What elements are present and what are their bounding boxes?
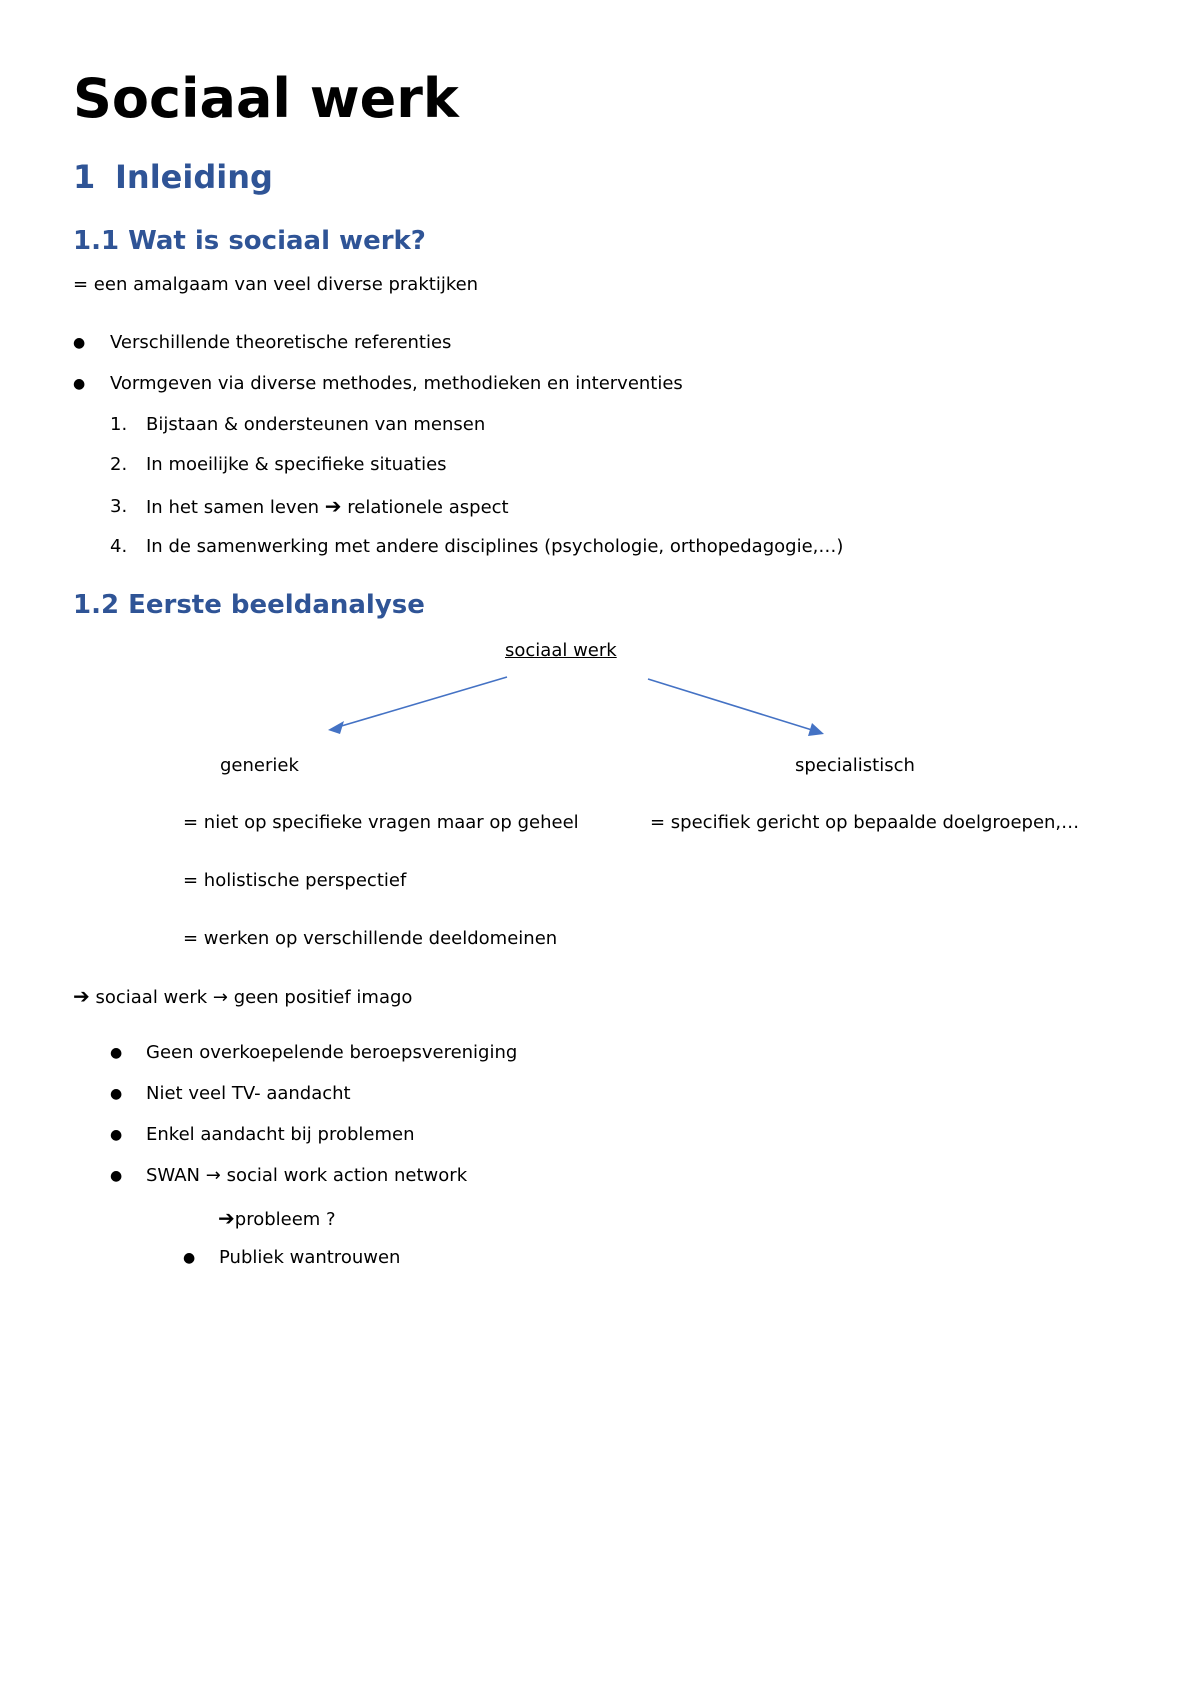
problem-text: probleem ? (234, 1209, 336, 1230)
list-number: 3. (110, 496, 128, 517)
left-note: = holistische perspectief (183, 870, 407, 891)
list-item: In moeilijke & specifieke situaties (146, 454, 447, 475)
list-number: 1. (110, 414, 128, 435)
left-arrow-head (328, 721, 344, 734)
right-arrow-icon: ➔ (73, 984, 90, 1008)
left-note: = werken op verschillende deeldomeinen (183, 928, 558, 949)
bullet-icon: ● (110, 1127, 123, 1143)
document-title: Sociaal werk (73, 67, 459, 130)
line-text: sociaal werk (89, 987, 213, 1008)
right-note: = specifiek gericht op bepaalde doelgroepen,… (650, 812, 1080, 833)
list-item: Bijstaan & ondersteunen van mensen (146, 414, 486, 435)
problem-line (218, 1208, 336, 1229)
subsection-heading-eerste-beeldanalyse: 1.2 Eerste beeldanalyse (73, 590, 425, 620)
list-item-text: In het samen leven (146, 497, 325, 518)
list-item: In de samenwerking met andere disciplines (psychologie, orthopedagogie,…) (146, 536, 844, 557)
diagram-left-label: generiek (220, 755, 299, 776)
list-item: Verschillende theoretische referenties (110, 332, 452, 353)
list-item: Niet veel TV- aandacht (146, 1083, 351, 1104)
line-text: geen positief imago (228, 987, 413, 1008)
section-number: 1 (73, 158, 96, 196)
diagram-root-label: sociaal werk (505, 640, 617, 661)
list-item-text: relationele aspect (341, 497, 509, 518)
bullet-icon: ● (73, 335, 86, 351)
bullet-icon: ● (73, 376, 86, 392)
bullet-icon: ● (183, 1250, 196, 1266)
bullet-icon: ● (110, 1168, 123, 1184)
bullet-icon: ● (110, 1086, 123, 1102)
list-item: Publiek wantrouwen (219, 1247, 401, 1268)
list-item-text: social work action network (220, 1165, 468, 1186)
list-number: 2. (110, 454, 128, 475)
definition-text: = een amalgaam van veel diverse praktijken (73, 274, 479, 295)
list-item: Enkel aandacht bij problemen (146, 1124, 415, 1145)
right-arrow-head (808, 723, 824, 736)
section-label: Inleiding (115, 158, 273, 196)
bullet-icon: ● (110, 1045, 123, 1061)
right-arrow-icon: → (205, 1165, 221, 1186)
image-conclusion-line (73, 986, 412, 1007)
list-item: Vormgeven via diverse methodes, methodieken en interventies (110, 373, 683, 394)
list-item-text: SWAN (146, 1165, 206, 1186)
right-arrow-icon: ➔ (218, 1206, 235, 1230)
right-arrow-icon: ➔ (324, 494, 342, 518)
right-arrow-icon: → (212, 987, 228, 1008)
diagram-right-label: specialistisch (795, 755, 915, 776)
right-arrow-line (648, 679, 812, 730)
diagram-arrows (0, 0, 1200, 800)
list-item (146, 1167, 467, 1185)
left-note: = niet op specifieke vragen maar op geheel (183, 812, 579, 833)
subsection-heading-wat-is-sociaal-werk: 1.1 Wat is sociaal werk? (73, 226, 426, 256)
list-item: Geen overkoepelende beroepsvereniging (146, 1042, 518, 1063)
left-arrow-line (338, 677, 507, 727)
list-number: 4. (110, 536, 128, 557)
